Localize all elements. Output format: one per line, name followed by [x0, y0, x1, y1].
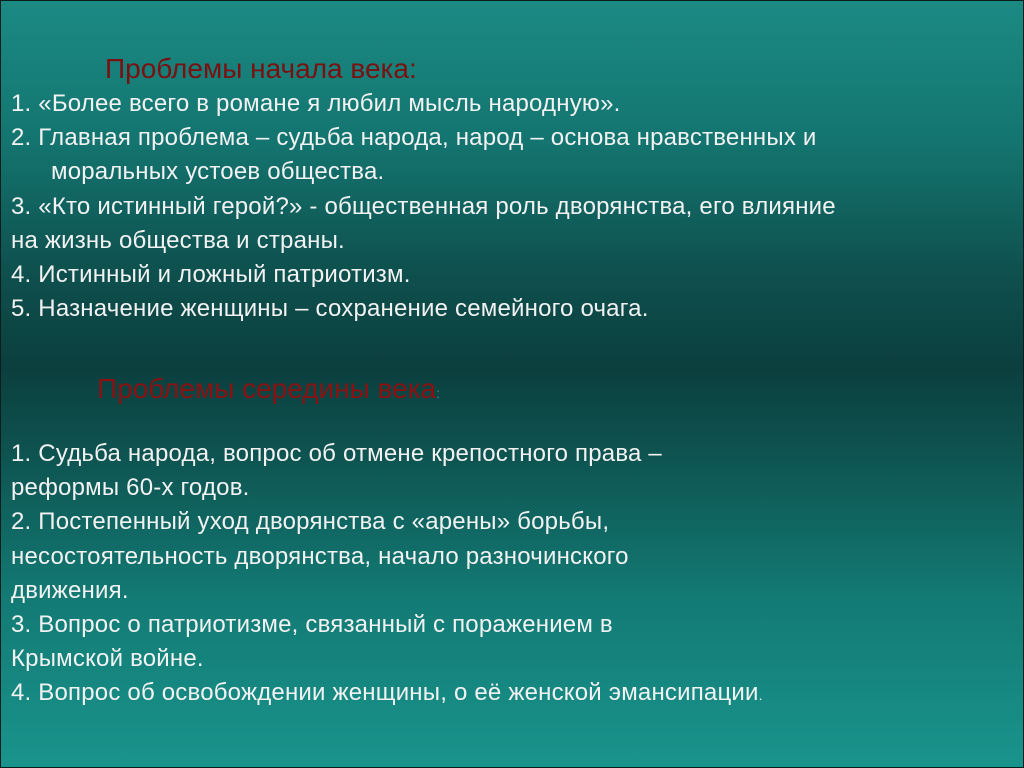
list-item: 1. Судьба народа, вопрос об отмене крепостного права –: [11, 440, 662, 467]
list-item-period: .: [758, 687, 763, 704]
list-item: 4. Истинный и ложный патриотизм.: [11, 261, 411, 289]
list-item: движения.: [11, 576, 129, 604]
list-item: 2. Главная проблема – судьба народа, народ – основа нравственных и: [11, 124, 817, 152]
list-item-text: 4. Вопрос об освобождении женщины, о её женской эмансипации: [11, 679, 759, 707]
heading-mid-century-colon: :: [436, 385, 441, 401]
list-item: 1. «Более всего в романе я любил мысль народную».: [11, 90, 621, 117]
list-early-century-problems: [11, 87, 1001, 326]
list-item: 5. Назначение женщины – сохранение семейного очага.: [11, 295, 649, 323]
list-item: [11, 676, 911, 712]
list-item: Крымской войне.: [11, 645, 204, 673]
heading-mid-century: [97, 373, 440, 409]
list-mid-century-problems: [11, 437, 911, 713]
list-item: реформы 60-х годов.: [11, 474, 250, 502]
list-item: несостоятельность дворянства, начало разночинского: [11, 542, 629, 570]
list-item: 3. Вопрос о патриотизме, связанный с поражением в: [11, 611, 613, 639]
list-item: на жизнь общества и страны.: [11, 226, 345, 254]
heading-mid-century-text: Проблемы середины века: [97, 373, 437, 404]
heading-early-century: Проблемы начала века:: [105, 53, 417, 84]
list-item: 2. Постепенный уход дворянства с «арены» борьбы,: [11, 508, 610, 536]
list-item: 3. «Кто истинный герой?» - общественная роль дворянства, его влияние: [11, 192, 836, 220]
list-item: моральных устоев общества.: [51, 158, 385, 186]
